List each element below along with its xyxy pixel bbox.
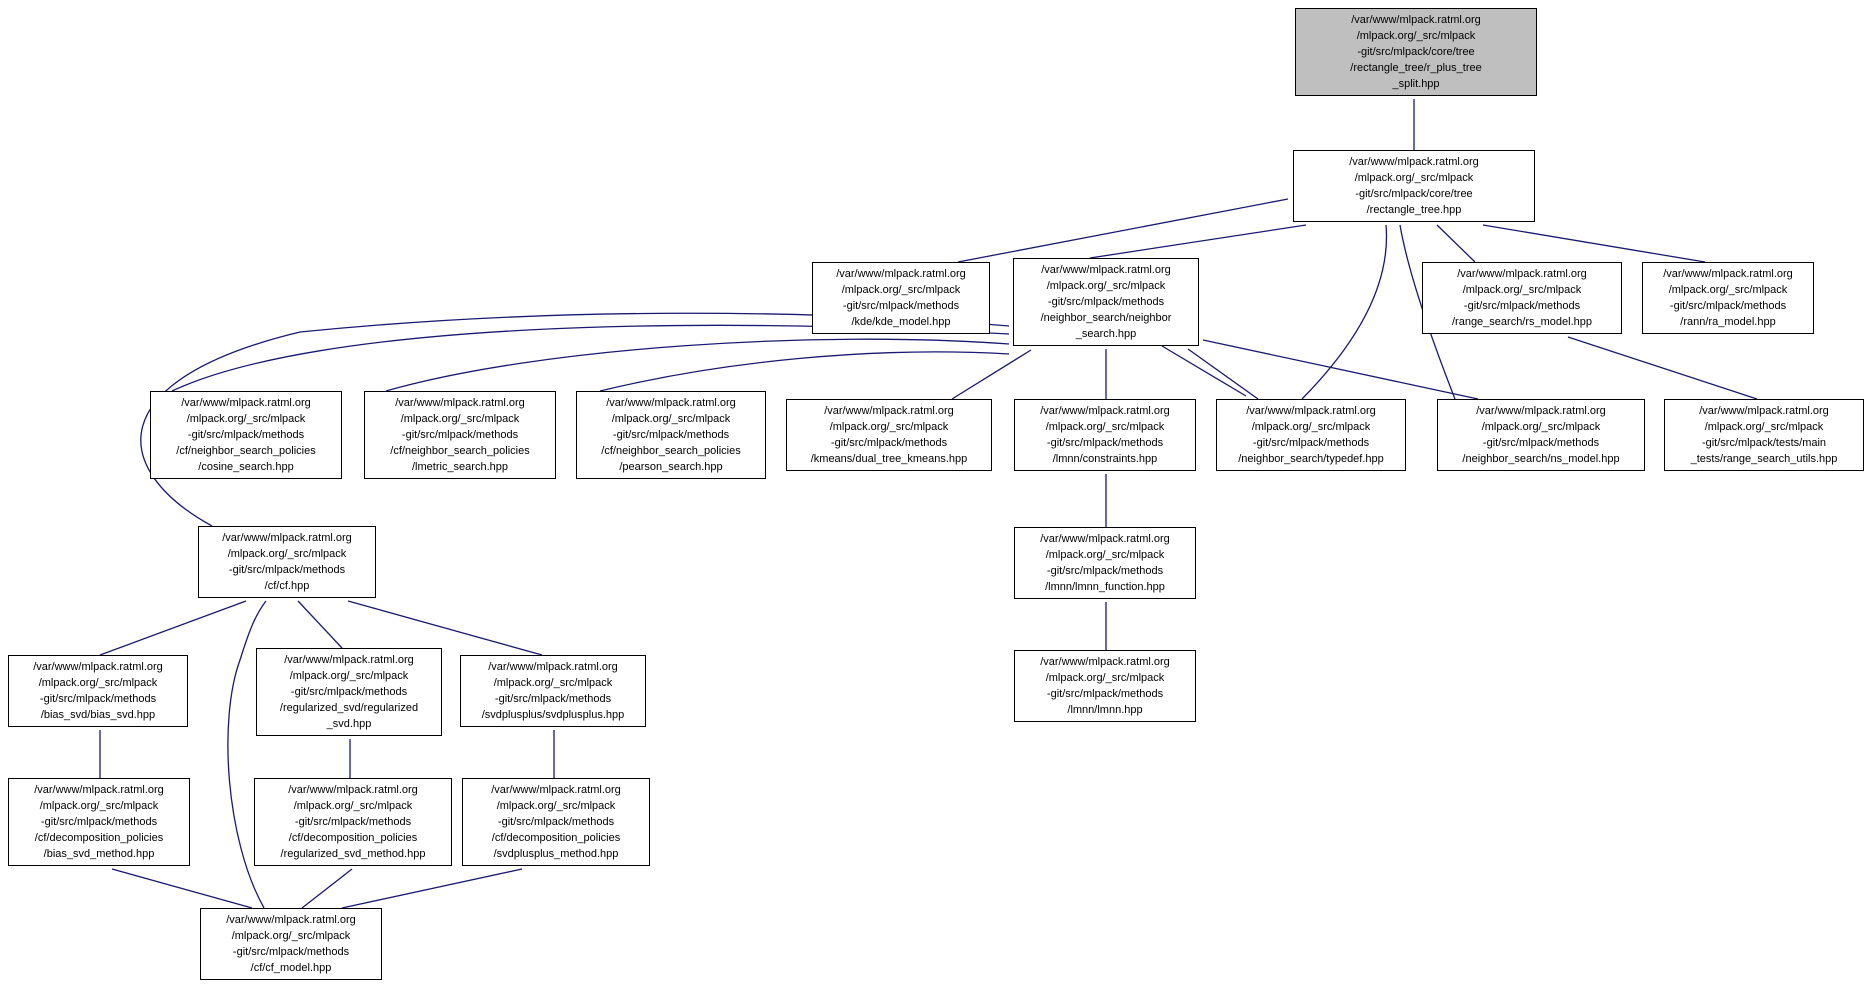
graph-node-lmnn[interactable] — [1014, 650, 1196, 722]
graph-node-label-line: -git/src/mlpack/methods — [40, 816, 158, 828]
graph-node-label-line: /var/www/mlpack.ratml.org — [288, 784, 418, 796]
graph-node-label-line: -git/src/mlpack/methods — [1669, 300, 1787, 312]
graph-node-label-line: /cf/cf_model.hpp — [250, 962, 332, 974]
graph-node-label-line: /var/www/mlpack.ratml.org — [222, 532, 352, 544]
graph-node-label-line: /cf/neighbor_search_policies — [176, 445, 316, 457]
graph-node-label-line: _svd.hpp — [326, 718, 372, 730]
graph-node-label-line: -git/src/mlpack/core/tree — [1355, 188, 1473, 200]
graph-node-regularized_svd[interactable] — [256, 648, 442, 736]
graph-node-label-line: -git/src/mlpack/core/tree — [1357, 46, 1475, 58]
graph-node-label-line: /mlpack.org/_src/mlpack — [611, 413, 731, 425]
edge-cf_model-to-svdplusplus_method — [342, 869, 522, 908]
graph-node-label-line: /mlpack.org/_src/mlpack — [1356, 30, 1476, 42]
graph-node-label-line: -git/src/mlpack/methods — [232, 946, 350, 958]
graph-node-label-line: -git/src/mlpack/methods — [1463, 300, 1581, 312]
graph-node-label-line: /neighbor_search/ns_model.hpp — [1462, 453, 1620, 465]
graph-node-label-line: /var/www/mlpack.ratml.org — [1040, 533, 1170, 545]
edge-dual_tree_kmeans-to-neighbor_search — [952, 350, 1031, 399]
edge-ra_model-to-rectangle_tree — [1483, 225, 1705, 262]
graph-node-label-line: /regularized_svd_method.hpp — [280, 848, 426, 860]
graph-node-label-line: /mlpack.org/_src/mlpack — [400, 413, 520, 425]
edge-typedef-to-neighbor_search — [1188, 349, 1258, 399]
graph-node-label-line: -git/src/mlpack/methods — [830, 437, 948, 449]
edge-pearson_search-to-neighbor_search — [600, 352, 1009, 391]
graph-node-label-line: /bias_svd_method.hpp — [43, 848, 155, 860]
graph-node-label-line: -git/src/mlpack/methods — [1046, 437, 1164, 449]
graph-node-label-line: /kde/kde_model.hpp — [851, 316, 951, 328]
graph-node-label-line: /cf/decomposition_policies — [288, 832, 418, 844]
graph-node-label-line: /regularized_svd/regularized — [279, 702, 419, 714]
graph-node-label-line: -git/src/mlpack/methods — [228, 564, 346, 576]
graph-node-label-line: /mlpack.org/_src/mlpack — [1354, 172, 1474, 184]
edge-rs_model-to-rectangle_tree — [1437, 225, 1475, 262]
graph-node-lmetric_search[interactable] — [364, 391, 556, 479]
graph-node-label-line: -git/src/mlpack/methods — [612, 429, 730, 441]
graph-node-label-line: /lmnn/lmnn_function.hpp — [1045, 581, 1165, 593]
edge-svdplusplus-to-cf — [348, 601, 542, 655]
graph-node-label-line: /var/www/mlpack.ratml.org — [1040, 405, 1170, 417]
graph-node-label-line: /var/www/mlpack.ratml.org — [226, 914, 356, 926]
graph-node-pearson_search[interactable] — [576, 391, 766, 479]
graph-node-label-line: _tests/range_search_utils.hpp — [1690, 453, 1838, 465]
graph-node-label-line: /kmeans/dual_tree_kmeans.hpp — [810, 453, 968, 465]
graph-node-label-line: _search.hpp — [1075, 328, 1137, 340]
edge-neighbor_search-to-typedef — [1162, 346, 1246, 396]
edge-range_search_utils-to-rs_model — [1568, 337, 1757, 399]
graph-node-label-line: /var/www/mlpack.ratml.org — [1041, 264, 1171, 276]
graph-node-label-line: /mlpack.org/_src/mlpack — [496, 800, 616, 812]
graph-node-label-line: /var/www/mlpack.ratml.org — [1476, 405, 1606, 417]
graph-node-label-line: /neighbor_search/typedef.hpp — [1238, 453, 1384, 465]
graph-node-label-line: /var/www/mlpack.ratml.org — [34, 784, 164, 796]
graph-node-label-line: -git/src/mlpack/methods — [1252, 437, 1370, 449]
graph-node-ns_model[interactable] — [1437, 399, 1645, 471]
graph-node-label-line: /mlpack.org/_src/mlpack — [293, 800, 413, 812]
graph-node-label-line: -git/src/mlpack/methods — [494, 693, 612, 705]
graph-node-label-line: /var/www/mlpack.ratml.org — [1246, 405, 1376, 417]
graph-node-regularized_svd_method[interactable] — [254, 778, 452, 866]
edge-typedef-to-rectangle_tree — [1302, 225, 1386, 399]
graph-node-label-line: /rectangle_tree.hpp — [1366, 204, 1462, 216]
graph-node-label-line: -git/src/mlpack/methods — [401, 429, 519, 441]
graph-node-label-line: /mlpack.org/_src/mlpack — [1704, 421, 1824, 433]
graph-node-label-line: /var/www/mlpack.ratml.org — [181, 397, 311, 409]
graph-node-dual_tree_kmeans[interactable] — [786, 399, 992, 471]
graph-node-bias_svd_method[interactable] — [8, 778, 190, 866]
graph-node-label-line: /svdplusplus/svdplusplus.hpp — [481, 709, 625, 721]
graph-node-label-line: -git/src/mlpack/methods — [497, 816, 615, 828]
graph-node-kde_model[interactable] — [812, 262, 990, 334]
graph-node-label-line: /mlpack.org/_src/mlpack — [1045, 421, 1165, 433]
graph-node-label-line: /mlpack.org/_src/mlpack — [1045, 672, 1165, 684]
graph-node-label-line: /var/www/mlpack.ratml.org — [491, 784, 621, 796]
graph-node-label-line: /range_search/rs_model.hpp — [1451, 316, 1593, 328]
graph-node-label-line: /mlpack.org/_src/mlpack — [289, 670, 409, 682]
graph-node-label-line: -git/src/mlpack/methods — [187, 429, 305, 441]
graph-node-label-line: -git/src/mlpack/methods — [1046, 688, 1164, 700]
graph-node-label-line: /rectangle_tree/r_plus_tree — [1350, 62, 1482, 74]
graph-node-svdplusplus_method[interactable] — [462, 778, 650, 866]
graph-node-label-line: /var/www/mlpack.ratml.org — [606, 397, 736, 409]
graph-node-label-line: /mlpack.org/_src/mlpack — [1046, 280, 1166, 292]
graph-node-label-line: /mlpack.org/_src/mlpack — [227, 548, 347, 560]
edge-cf_model-to-regularized_svd_method — [302, 869, 352, 908]
graph-node-label-line: /mlpack.org/_src/mlpack — [1251, 421, 1371, 433]
graph-node-label-line: /bias_svd/bias_svd.hpp — [40, 709, 156, 721]
graph-node-label-line: /mlpack.org/_src/mlpack — [829, 421, 949, 433]
graph-node-label-line: /cf/decomposition_policies — [34, 832, 164, 844]
graph-node-label-line: /mlpack.org/_src/mlpack — [493, 677, 613, 689]
graph-node-ra_model[interactable] — [1642, 262, 1814, 334]
graph-node-label-line: /svdplusplus_method.hpp — [493, 848, 619, 860]
graph-node-label-line: /pearson_search.hpp — [619, 461, 723, 473]
graph-node-label-line: /mlpack.org/_src/mlpack — [1462, 284, 1582, 296]
graph-node-label-line: /cf/neighbor_search_policies — [601, 445, 741, 457]
graph-node-range_search_utils[interactable] — [1664, 399, 1864, 471]
edge-bias_svd-to-cf — [100, 601, 246, 655]
graph-node-label-line: /var/www/mlpack.ratml.org — [824, 405, 954, 417]
graph-node-cf[interactable] — [198, 526, 376, 598]
graph-node-label-line: /cf/neighbor_search_policies — [390, 445, 530, 457]
graph-node-label-line: /mlpack.org/_src/mlpack — [39, 800, 159, 812]
graph-node-label-line: -git/src/mlpack/methods — [1482, 437, 1600, 449]
graph-node-label-line: /lmnn/lmnn.hpp — [1067, 704, 1143, 716]
edge-cosine_search-to-neighbor_search — [172, 325, 1009, 391]
graph-node-label-line: /lmnn/constraints.hpp — [1052, 453, 1158, 465]
graph-node-label-line: -git/src/mlpack/methods — [294, 816, 412, 828]
graph-node-label-line: -git/src/mlpack/methods — [1047, 296, 1165, 308]
graph-node-label-line: -git/src/mlpack/methods — [842, 300, 960, 312]
graph-node-label-line: /mlpack.org/_src/mlpack — [1481, 421, 1601, 433]
graph-node-label-line: /mlpack.org/_src/mlpack — [841, 284, 961, 296]
graph-node-label-line: /mlpack.org/_src/mlpack — [186, 413, 306, 425]
graph-node-label-line: -git/src/mlpack/methods — [39, 693, 157, 705]
graph-node-split[interactable] — [1295, 8, 1537, 96]
edge-regularized_svd-to-cf — [298, 601, 342, 648]
graph-node-label-line: -git/src/mlpack/tests/main — [1701, 437, 1827, 449]
graph-node-rs_model[interactable] — [1422, 262, 1622, 334]
graph-node-rectangle_tree[interactable] — [1293, 150, 1535, 222]
graph-node-label-line: /var/www/mlpack.ratml.org — [1351, 14, 1481, 26]
graph-node-label-line: /mlpack.org/_src/mlpack — [231, 930, 351, 942]
graph-node-bias_svd[interactable] — [8, 655, 188, 727]
graph-node-svdplusplus[interactable] — [460, 655, 646, 727]
graph-node-label-line: /lmetric_search.hpp — [412, 461, 508, 473]
graph-node-label-line: /cf/cf.hpp — [264, 580, 310, 592]
graph-node-label-line: /mlpack.org/_src/mlpack — [1045, 549, 1165, 561]
graph-node-label-line: /var/www/mlpack.ratml.org — [1349, 156, 1479, 168]
graph-node-label-line: /mlpack.org/_src/mlpack — [1668, 284, 1788, 296]
graph-node-label-line: /var/www/mlpack.ratml.org — [1663, 268, 1793, 280]
edge-lmetric_search-to-neighbor_search — [386, 339, 1009, 391]
graph-node-cosine_search[interactable] — [150, 391, 342, 479]
graph-node-label-line: /var/www/mlpack.ratml.org — [1040, 656, 1170, 668]
graph-node-label-line: _split.hpp — [1392, 78, 1440, 90]
graph-node-label-line: /var/www/mlpack.ratml.org — [1699, 405, 1829, 417]
graph-node-cf_model[interactable] — [200, 908, 382, 980]
graph-node-lmnn_function[interactable] — [1014, 527, 1196, 599]
graph-node-neighbor_search[interactable] — [1013, 258, 1199, 346]
graph-node-label-line: /var/www/mlpack.ratml.org — [836, 268, 966, 280]
graph-node-label-line: /var/www/mlpack.ratml.org — [1457, 268, 1587, 280]
graph-node-constraints[interactable] — [1014, 399, 1196, 471]
edge-neighbor_search-to-rectangle_tree — [1090, 225, 1306, 258]
graph-node-label-line: /mlpack.org/_src/mlpack — [38, 677, 158, 689]
graph-node-label-line: -git/src/mlpack/methods — [1046, 565, 1164, 577]
graph-node-label-line: /var/www/mlpack.ratml.org — [284, 654, 414, 666]
graph-node-label-line: /neighbor_search/neighbor — [1040, 312, 1172, 324]
graph-node-label-line: /rann/ra_model.hpp — [1680, 316, 1776, 328]
graph-node-label-line: /var/www/mlpack.ratml.org — [395, 397, 525, 409]
graph-node-typedef[interactable] — [1216, 399, 1406, 471]
graph-node-label-line: /var/www/mlpack.ratml.org — [33, 661, 163, 673]
graph-node-label-line: /cosine_search.hpp — [198, 461, 294, 473]
edge-cf_model-to-bias_svd_method — [112, 869, 252, 908]
graph-node-label-line: /var/www/mlpack.ratml.org — [488, 661, 618, 673]
graph-node-label-line: -git/src/mlpack/methods — [290, 686, 408, 698]
graph-node-label-line: /cf/decomposition_policies — [491, 832, 621, 844]
